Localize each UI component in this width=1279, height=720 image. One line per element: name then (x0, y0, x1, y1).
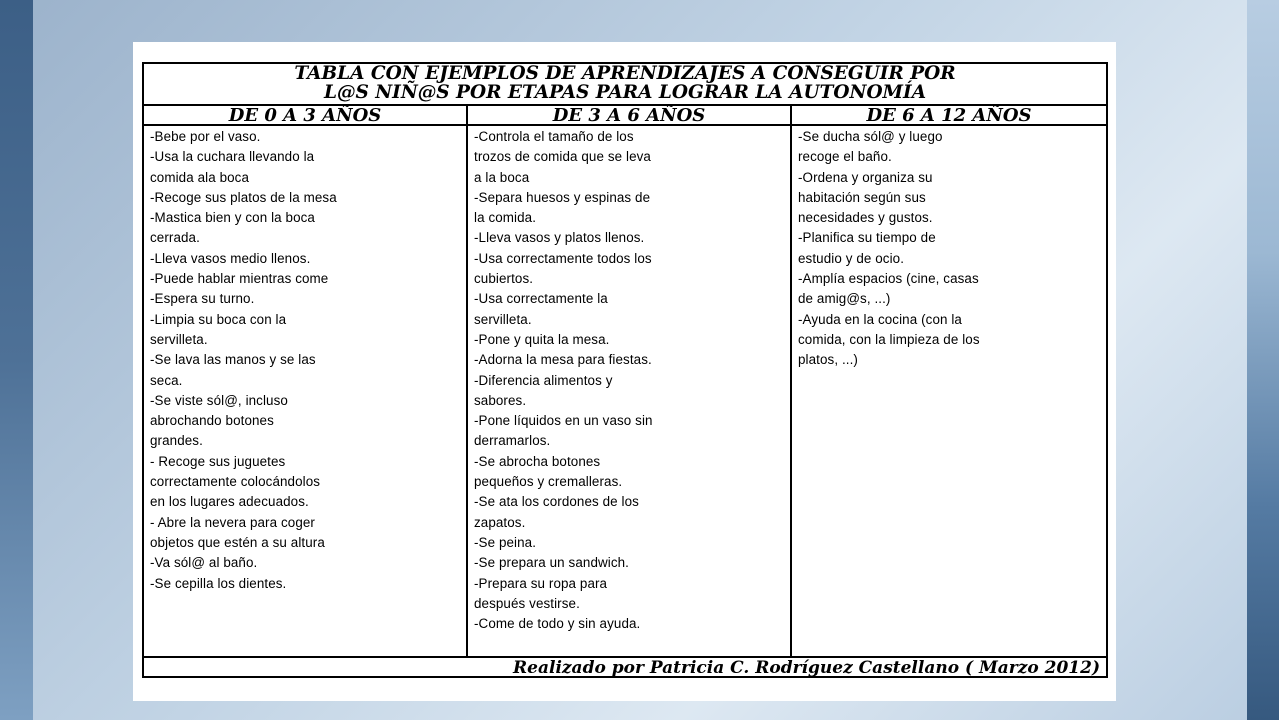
list-item: correctamente colocándolos (150, 474, 321, 490)
list-item: -Usa correctamente la (474, 291, 608, 307)
list-item: -Se ducha sól@ y luego (798, 129, 943, 144)
list-item: -Espera su turno. (150, 291, 255, 307)
list-item: -Bebe por el vaso. (150, 129, 261, 144)
column-3-6-items (474, 127, 786, 634)
list-item: -Controla el tamaño de los (474, 129, 634, 144)
list-item: habitación según sus (798, 189, 926, 205)
list-item: pequeños y cremalleras. (474, 474, 623, 490)
left-edge-bar (0, 0, 33, 720)
list-item: recoge el baño. (798, 149, 892, 165)
list-item: abrochando botones (150, 413, 274, 429)
list-item: -Ordena y organiza su (798, 169, 933, 185)
list-item: -Va sól@ al baño. (150, 555, 258, 571)
list-item: -Se ata los cordones de los (474, 494, 639, 510)
list-item: objetos que estén a su altura (150, 534, 325, 550)
column-divider (466, 104, 468, 656)
list-item: -Usa la cuchara llevando la (150, 149, 315, 165)
list-item: zapatos. (474, 514, 526, 530)
table-title-line: L@S NIÑ@S POR ETAPAS PARA LOGRAR LA AUTONOMÍA (323, 82, 927, 103)
list-item: seca. (150, 372, 183, 388)
column-header-3-6: DE 3 A 6 AÑOS (552, 106, 706, 125)
list-item: trozos de comida que se leva (474, 149, 651, 165)
column-header-6-12: DE 6 A 12 AÑOS (866, 106, 1032, 125)
author-credit: Realizado por Patricia C. Rodríguez Castellano ( Marzo 2012) (513, 658, 1100, 678)
list-item: cerrada. (150, 230, 200, 246)
list-item: -Pone y quita la mesa. (474, 331, 610, 347)
list-item: -Puede hablar mientras come (150, 271, 329, 287)
list-item: - Recoge sus juguetes (150, 453, 286, 469)
list-item: -Limpia su boca con la (150, 311, 287, 327)
right-edge-bar (1247, 0, 1279, 720)
list-item: la comida. (474, 210, 537, 226)
list-item: -Se viste sól@, incluso (150, 392, 288, 408)
list-item: servilleta. (474, 311, 532, 327)
list-item: -Prepara su ropa para (474, 575, 608, 591)
list-item: platos, ...) (798, 352, 858, 368)
list-item: -Se lava las manos y se las (150, 352, 316, 368)
list-item: cubiertos. (474, 271, 534, 287)
list-item: necesidades y gustos. (798, 210, 933, 226)
list-item: comida, con la limpieza de los (798, 331, 980, 347)
list-item: -Recoge sus platos de la mesa (150, 189, 337, 205)
table-title (144, 64, 1106, 104)
list-item: -Ayuda en la cocina (con la (798, 311, 962, 327)
column-6-12-items (798, 127, 1104, 371)
list-item: después vestirse. (474, 595, 580, 611)
list-item: -Pone líquidos en un vaso sin (474, 413, 653, 429)
list-item: -Separa huesos y espinas de (474, 189, 651, 205)
list-item: -Se prepara un sandwich. (474, 555, 629, 571)
list-item: -Adorna la mesa para fiestas. (474, 352, 652, 368)
list-item: -Come de todo y sin ayuda. (474, 616, 641, 632)
list-item: en los lugares adecuados. (150, 494, 309, 510)
list-item: -Se cepilla los dientes. (150, 575, 287, 591)
list-item: a la boca (474, 169, 530, 185)
list-item: - Abre la nevera para coger (150, 514, 315, 530)
list-item: -Se peina. (474, 534, 537, 550)
list-item: derramarlos. (474, 433, 551, 449)
list-item: -Amplía espacios (cine, casas (798, 271, 979, 287)
column-divider (790, 104, 792, 656)
list-item: servilleta. (150, 331, 208, 347)
list-item: -Planifica su tiempo de (798, 230, 936, 246)
list-item: -Lleva vasos y platos llenos. (474, 230, 645, 246)
list-item: -Se abrocha botones (474, 453, 601, 469)
column-header-0-3: DE 0 A 3 AÑOS (228, 106, 382, 125)
table-title-line: TABLA CON EJEMPLOS DE APRENDIZAJES A CONSEGUIR POR (294, 64, 956, 84)
list-item: -Lleva vasos medio llenos. (150, 250, 311, 266)
column-0-3-items (150, 127, 462, 594)
list-item: -Usa correctamente todos los (474, 250, 652, 266)
list-item: de amig@s, ...) (798, 291, 891, 307)
list-item: -Diferencia alimentos y (474, 372, 613, 388)
document-image (133, 42, 1116, 701)
list-item: sabores. (474, 392, 527, 408)
autonomy-table (142, 62, 1108, 678)
list-item: estudio y de ocio. (798, 250, 905, 266)
list-item: comida ala boca (150, 169, 250, 185)
list-item: grandes. (150, 433, 203, 449)
list-item: -Mastica bien y con la boca (150, 210, 315, 226)
